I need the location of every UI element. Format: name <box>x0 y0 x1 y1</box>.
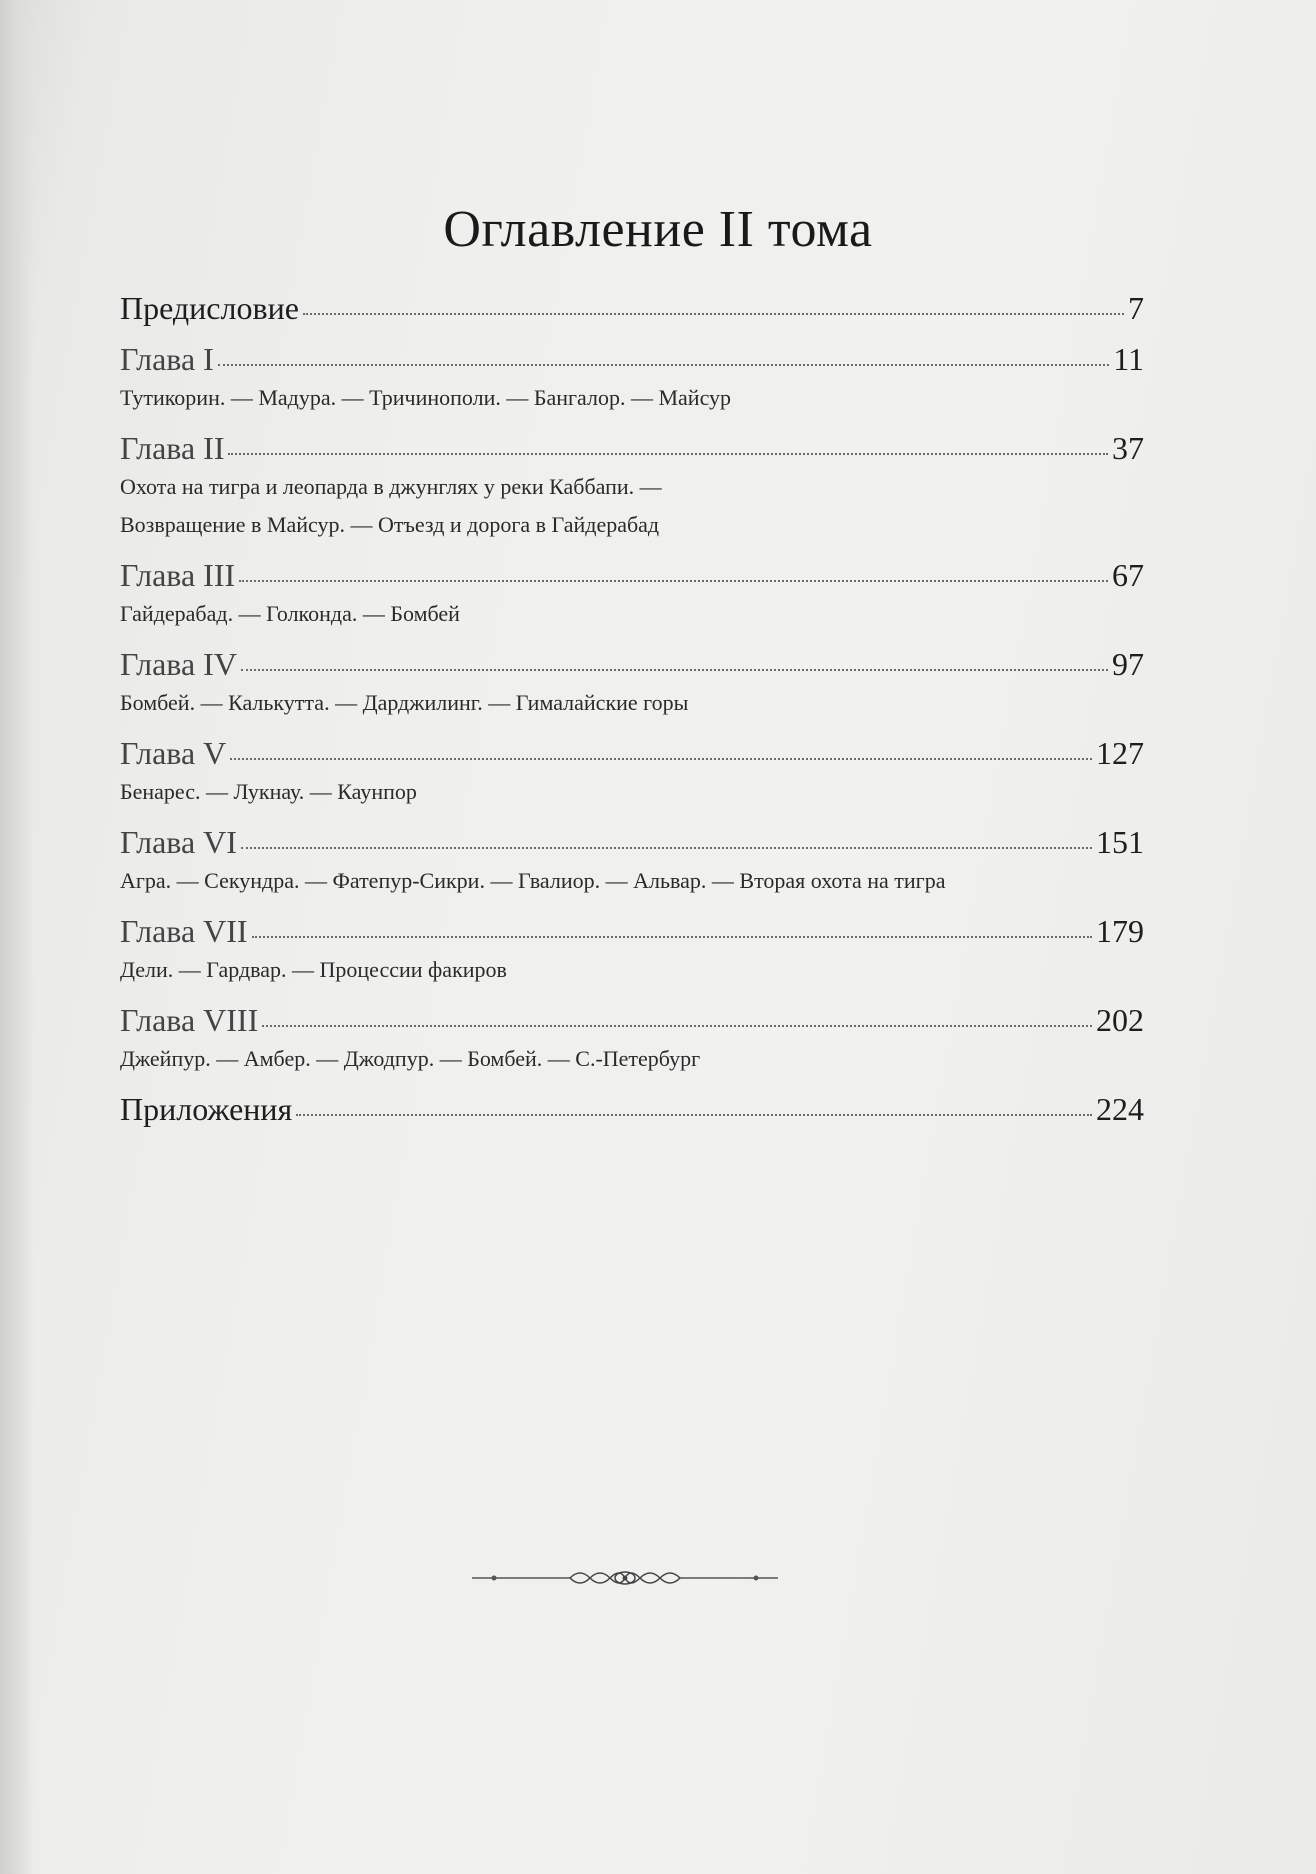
toc-page-number: 179 <box>1096 913 1144 949</box>
toc-entry-label: Глава I <box>120 341 214 377</box>
toc-page-number: 224 <box>1096 1091 1144 1127</box>
chapter-summary: Тутикорин. — Мадура. — Тричинополи. — Бангалор. — Майсур <box>120 385 732 410</box>
dot-leader <box>262 1025 1092 1027</box>
toc-page-number: 202 <box>1096 1002 1144 1038</box>
toc-entry-label: Глава III <box>120 557 236 593</box>
toc-entry-label: Приложения <box>120 1091 293 1127</box>
chapter-summary: Охота на тигра и леопарда в джунглях у реки Каббапи. — <box>120 474 662 499</box>
toc-entry-label: Глава IV <box>120 646 237 682</box>
dot-leader <box>241 669 1108 671</box>
chapter-summary: Бенарес. — Лукнау. — Каунпор <box>120 779 417 804</box>
dot-leader <box>228 453 1108 455</box>
toc-page-number: 37 <box>1112 430 1144 466</box>
toc-entry-label: Глава VII <box>120 913 248 949</box>
toc-entry-preface <box>120 290 1144 327</box>
toc-entry-label: Глава VIII <box>120 1002 259 1038</box>
toc-entry-label: Глава VI <box>120 824 237 860</box>
dot-leader <box>230 758 1092 760</box>
toc-page-number: 67 <box>1112 557 1144 593</box>
chapter-summary: Гайдерабад. — Голконда. — Бомбей <box>120 601 460 626</box>
page-edge-shadow <box>0 0 34 1874</box>
toc-page-number: 127 <box>1096 735 1144 771</box>
toc-page-number: 7 <box>1128 290 1144 326</box>
toc-entry-appendices <box>120 1091 1144 1128</box>
toc-entry-chapter-4 <box>120 646 1144 721</box>
toc-entry-label: Глава II <box>120 430 225 466</box>
dot-leader <box>218 364 1109 366</box>
toc-entry-chapter-6 <box>120 824 1144 899</box>
toc-page-number: 151 <box>1096 824 1144 860</box>
page-title: Оглавление II тома <box>443 201 873 258</box>
toc-page-number: 97 <box>1112 646 1144 682</box>
dot-leader <box>296 1114 1092 1116</box>
toc-entry-label: Глава V <box>120 735 227 771</box>
chapter-summary: Агра. — Секундра. — Фатепур-Сикри. — Гвалиор. — Альвар. — Вторая охота на тигра <box>120 868 946 893</box>
chapter-summary: Бомбей. — Калькутта. — Дарджилинг. — Гималайские горы <box>120 690 689 715</box>
dot-leader <box>239 580 1108 582</box>
chapter-summary: Джейпур. — Амбер. — Джодпур. — Бомбей. — С.-Петербург <box>120 1046 701 1071</box>
toc-entry-chapter-5 <box>120 735 1144 810</box>
toc-entry-chapter-3 <box>120 557 1144 632</box>
dot-leader <box>241 847 1092 849</box>
toc-page-number: 11 <box>1113 341 1144 377</box>
table-of-contents <box>120 290 1144 1142</box>
toc-entry-label: Предисловие <box>120 290 299 326</box>
decorative-ornament-icon <box>470 1560 780 1596</box>
dot-leader <box>252 936 1092 938</box>
toc-entry-chapter-1 <box>120 341 1144 416</box>
toc-entry-chapter-8 <box>120 1002 1144 1077</box>
toc-entry-chapter-7 <box>120 913 1144 988</box>
chapter-summary: Возвращение в Майсур. — Отъезд и дорога в Гайдерабад <box>120 512 660 537</box>
toc-entry-chapter-2 <box>120 430 1144 543</box>
dot-leader <box>303 313 1124 315</box>
chapter-summary: Дели. — Гардвар. — Процессии факиров <box>120 957 507 982</box>
